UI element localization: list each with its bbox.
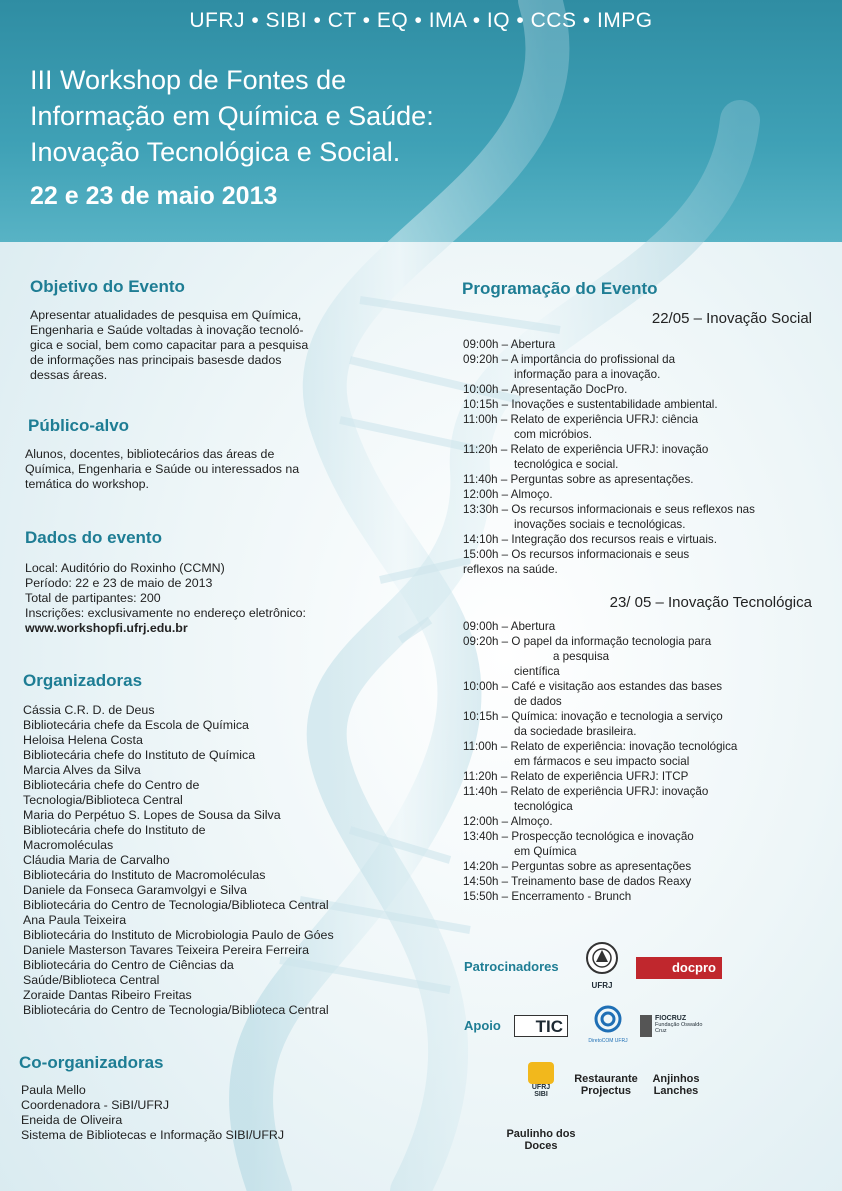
coorganizadoras-list: [21, 1083, 284, 1143]
list-item: Cássia C.R. D. de Deus: [23, 703, 155, 717]
restaurante-label: [568, 1073, 644, 1097]
list-item: Zoraide Dantas Ribeiro Freitas: [23, 988, 192, 1002]
schedule-item-time: 13:40h – Prospecção tecnológica e inovação: [463, 830, 694, 843]
list-item: Bibliotecária do Instituto de Microbiologia Paulo de Góes: [23, 928, 334, 942]
objetivo-heading: Objetivo do Evento: [30, 277, 185, 296]
schedule-item: [463, 502, 755, 532]
schedule-item: [463, 412, 755, 442]
schedule-item: [463, 739, 737, 769]
organizadoras-list: [23, 703, 334, 1018]
publico-text: [25, 447, 299, 492]
schedule-item-time: 10:00h – Café e visitação aos estandes das bases: [463, 680, 723, 693]
docpro-logo: docpro: [636, 957, 722, 979]
schedule-item-time: 11:00h – Relato de experiência UFRJ: ciência: [463, 413, 699, 426]
schedule-item-time: 14:50h – Treinamento base de dados Reaxy: [463, 875, 692, 888]
fiocruz-text: FIOCRUZ: [655, 1015, 687, 1022]
schedule-item-time: 09:20h – O papel da informação tecnologia para: [463, 635, 712, 648]
schedule-item-continuation: científica: [514, 665, 560, 678]
diretocom-swirl-icon: [594, 1005, 622, 1033]
schedule-item-continuation: da sociedade brasileira.: [514, 725, 637, 738]
text-line: de informações nas principais basesde dados: [30, 353, 282, 367]
list-item: Maria do Perpétuo S. Lopes de Sousa da Silva: [23, 808, 281, 822]
schedule-item: [463, 634, 737, 679]
schedule-item-continuation: reflexos na saúde.: [463, 563, 558, 576]
list-item: Coordenadora - SiBI/UFRJ: [21, 1098, 170, 1112]
diretocom-logo: [588, 1005, 628, 1043]
list-item: Saúde/Biblioteca Central: [23, 973, 160, 987]
text-line: Lanches: [653, 1085, 699, 1097]
text-line: gica e social, bem como capacitar para a pesquisa: [30, 338, 309, 352]
sibi-text-1: UFRJ: [531, 1084, 551, 1091]
schedule-item: [463, 532, 755, 547]
schedule-item-time: 11:00h – Relato de experiência: inovação tecnológica: [463, 740, 738, 753]
list-item: Bibliotecária chefe do Centro de: [23, 778, 200, 792]
schedule-item-time: 09:00h – Abertura: [463, 620, 556, 633]
event-dates: 22 e 23 de maio 2013: [30, 182, 278, 210]
list-item: Sistema de Bibliotecas e Informação SIBI/UFRJ: [21, 1128, 285, 1142]
text-line: Química, Engenharia e Saúde ou interessados na: [25, 462, 300, 476]
schedule-item-continuation: com micróbios.: [514, 428, 592, 441]
schedule-item-time: 14:10h – Integração dos recursos reais e virtuais.: [463, 533, 717, 546]
schedule-item-time: 13:30h – Os recursos informacionais e seus reflexos nas: [463, 503, 755, 516]
ufrj-logo-text: UFRJ: [591, 981, 613, 990]
text-line: Engenharia e Saúde voltadas à inovação tecnoló-: [30, 323, 304, 337]
text-line: Doces: [524, 1140, 558, 1152]
text-line: Período: 22 e 23 de maio de 2013: [25, 576, 213, 590]
paulinho-label: [500, 1128, 582, 1152]
schedule-item: [463, 814, 737, 829]
schedule-item-continuation: inovações sociais e tecnológicas.: [514, 518, 686, 531]
schedule-item: [463, 889, 737, 904]
schedule-item-time: 10:15h – Inovações e sustentabilidade ambiental.: [463, 398, 718, 411]
schedule-item-time: 11:40h – Relato de experiência UFRJ: inovação: [463, 785, 709, 798]
schedule-item: [463, 859, 737, 874]
apoio-label: Apoio: [464, 1018, 501, 1033]
event-url-link[interactable]: www.workshopfi.ufrj.edu.br: [25, 621, 188, 635]
text-line: Paulinho dos: [506, 1128, 576, 1140]
list-item: Eneida de Oliveira: [21, 1113, 123, 1127]
schedule-item-time: 09:00h – Abertura: [463, 338, 556, 351]
list-item: Bibliotecária chefe do Instituto de Química: [23, 748, 256, 762]
schedule-item-time: 10:15h – Química: inovação e tecnologia a serviço: [463, 710, 723, 723]
schedule-item: [463, 679, 737, 709]
schedule-item-continuation: em Química: [514, 845, 577, 858]
text-line: Apresentar atualidades de pesquisa em Química,: [30, 308, 302, 322]
ufrj-emblem-icon: [585, 940, 619, 976]
objetivo-text: [30, 308, 308, 383]
list-item: Bibliotecária do Centro de Tecnologia/Biblioteca Central: [23, 898, 329, 912]
day1-schedule: [463, 337, 755, 577]
schedule-item: [463, 352, 755, 382]
text-line: Projectus: [580, 1085, 632, 1097]
diretocom-text: DiretoCOM UFRJ: [588, 1038, 628, 1044]
schedule-item-time: 11:20h – Relato de experiência UFRJ: ITCP: [463, 770, 689, 783]
text-line: Total de partipantes: 200: [25, 591, 161, 605]
list-item: Bibliotecária do Centro de Ciências da: [23, 958, 234, 972]
schedule-item: [463, 784, 737, 814]
schedule-item: [463, 337, 755, 352]
title-line: Inovação Tecnológica e Social.: [30, 137, 401, 167]
title-line: Informação em Química e Saúde:: [30, 101, 434, 131]
schedule-item-continuation: de dados: [514, 695, 562, 708]
day2-schedule: [463, 619, 737, 904]
schedule-item-time: 15:50h – Encerramento - Brunch: [463, 890, 632, 903]
ufrj-logo: [584, 940, 620, 990]
schedule-item-time: 12:00h – Almoço.: [463, 488, 553, 501]
schedule-item-time: 10:00h – Apresentação DocPro.: [463, 383, 628, 396]
dados-text: [25, 561, 306, 636]
title-line: III Workshop de Fontes de: [30, 65, 347, 95]
sibi-emblem-icon: [528, 1062, 554, 1084]
schedule-item-continuation: informação para a inovação.: [514, 368, 661, 381]
schedule-item-time: 14:20h – Perguntas sobre as apresentações: [463, 860, 692, 873]
schedule-item: [463, 442, 755, 472]
schedule-item-continuation: tecnológica e social.: [514, 458, 619, 471]
event-title: [30, 62, 434, 170]
schedule-item-time: 11:40h – Perguntas sobre as apresentações.: [463, 473, 694, 486]
schedule-item: [463, 547, 755, 577]
list-item: Heloisa Helena Costa: [23, 733, 143, 747]
schedule-item-continuation: tecnológica: [514, 800, 573, 813]
publico-heading: Público-alvo: [28, 416, 130, 435]
institutions-line: UFRJ • SIBI • CT • EQ • IMA • IQ • CCS • IMPG: [189, 9, 653, 32]
schedule-item: [463, 619, 737, 634]
list-item: Paula Mello: [21, 1083, 86, 1097]
fiocruz-logo: [640, 1015, 712, 1037]
list-item: Daniele Masterson Tavares Teixeira Pereira Ferreira: [23, 943, 310, 957]
schedule-item: [463, 769, 737, 784]
fiocruz-sub: Fundação Oswaldo Cruz: [655, 1022, 703, 1034]
programacao-heading: Programação do Evento: [462, 279, 658, 298]
text-line: Restaurante: [574, 1073, 638, 1085]
schedule-item: [463, 874, 737, 889]
list-item: Macromoléculas: [23, 838, 114, 852]
sibi-logo: [524, 1062, 558, 1098]
text-line: dessas áreas.: [30, 368, 108, 382]
text-line: Local: Auditório do Roxinho (CCMN): [25, 561, 225, 575]
list-item: Bibliotecária chefe da Escola de Química: [23, 718, 249, 732]
list-item: Cláudia Maria de Carvalho: [23, 853, 170, 867]
organizadoras-heading: Organizadoras: [23, 671, 143, 690]
schedule-item: [463, 487, 755, 502]
schedule-item: [463, 709, 737, 739]
list-item: Tecnologia/Biblioteca Central: [23, 793, 183, 807]
schedule-item: [463, 397, 755, 412]
text-line: Inscrições: exclusivamente no endereço eletrônico:: [25, 606, 307, 620]
schedule-item: [463, 382, 755, 397]
list-item: Marcia Alves da Silva: [23, 763, 141, 777]
schedule-item-continuation: a pesquisa: [553, 650, 610, 663]
schedule-item: [463, 472, 755, 487]
list-item: Bibliotecária chefe do Instituto de: [23, 823, 206, 837]
sibi-text-2: SIBI: [534, 1091, 548, 1098]
schedule-item-time: 11:20h – Relato de experiência UFRJ: inovação: [463, 443, 709, 456]
schedule-item: [463, 829, 737, 859]
schedule-item-time: 12:00h – Almoço.: [463, 815, 553, 828]
list-item: Bibliotecária do Centro de Tecnologia/Biblioteca Central: [23, 1003, 329, 1017]
anjinhos-label: [644, 1073, 708, 1097]
patrocinadores-label: Patrocinadores: [464, 959, 559, 974]
day1-title: 22/05 – Inovação Social: [651, 310, 812, 327]
dados-heading: Dados do evento: [25, 528, 162, 547]
schedule-item-time: 09:20h – A importância do profissional da: [463, 353, 676, 366]
list-item: Bibliotecária do Instituto de Macromoléculas: [23, 868, 266, 882]
text-line: Anjinhos: [652, 1073, 700, 1085]
schedule-item-continuation: em fármacos e seu impacto social: [514, 755, 690, 768]
schedule-item-time: 15:00h – Os recursos informacionais e seus: [463, 548, 690, 561]
text-line: Alunos, docentes, bibliotecários das áreas de: [25, 447, 275, 461]
text-line: temática do workshop.: [25, 477, 149, 491]
list-item: Ana Paula Teixeira: [23, 913, 127, 927]
tic-logo: TIC: [514, 1015, 568, 1037]
day2-title: 23/ 05 – Inovação Tecnológica: [609, 594, 812, 611]
list-item: Daniele da Fonseca Garamvolgyi e Silva: [23, 883, 247, 897]
coorganizadoras-heading: Co-organizadoras: [19, 1053, 164, 1072]
